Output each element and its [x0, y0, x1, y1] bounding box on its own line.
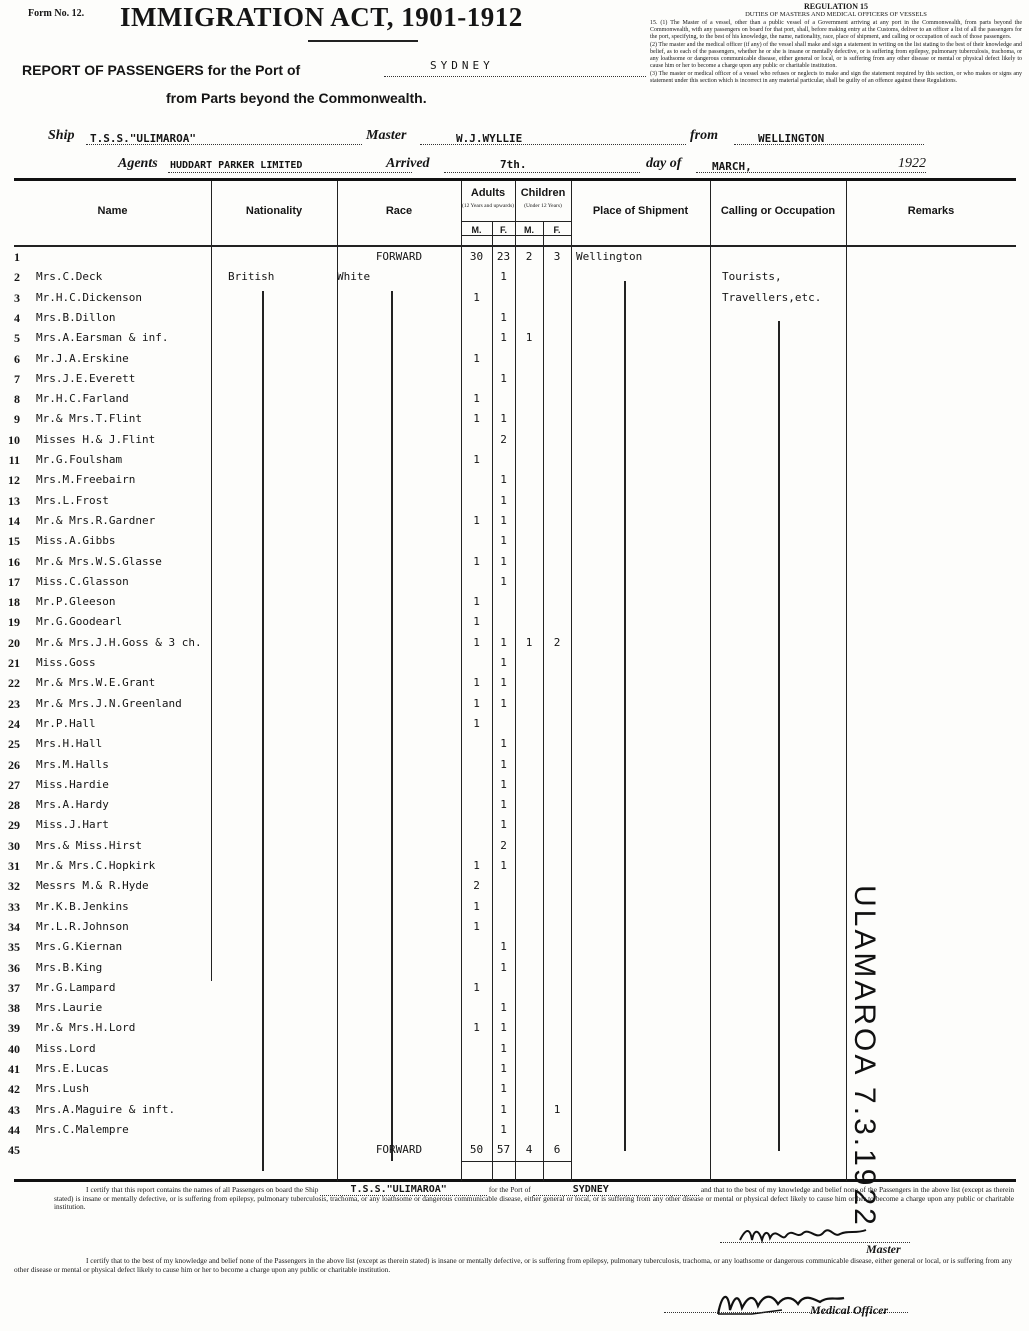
- title-rule: [308, 40, 418, 42]
- table-row: [8, 694, 1016, 714]
- adult-male-count: 1: [473, 554, 480, 568]
- table-row: [8, 755, 1016, 775]
- adult-female-count: 1: [500, 1021, 507, 1035]
- row-number: 24: [8, 716, 20, 731]
- port-value: SYDNEY: [430, 59, 494, 72]
- row-number: 28: [8, 798, 20, 813]
- master-certification: [54, 1186, 1014, 1212]
- regulation-paragraph-1: 15. (1) The Master of a vessel, other than a public vessel of a Government arriving at any port in the Commonwealth, from parts beyond the Commonwealth, with any passengers on board for that port, shall, before making entry at the Customs, deliver to an officer a list of all the passengers for the port, specifying, to the best of his knowledge, the name, nationality, race, place of shipment, and calling or occupation of each of those passengers.: [650, 20, 1022, 40]
- column-header-remarks: Remarks: [907, 205, 955, 217]
- row-number: 6: [14, 351, 20, 366]
- table-row: [8, 673, 1016, 693]
- child-female-count: 1: [553, 1102, 561, 1116]
- master-label: Master: [366, 128, 407, 143]
- adult-female-count: 1: [500, 635, 507, 649]
- cert1-port: SYDNEY: [533, 1184, 699, 1196]
- table-row: [8, 612, 1016, 632]
- child-male-count: 1: [525, 331, 533, 345]
- children-age-note: (Under 12 Years): [524, 203, 562, 209]
- adult-male-count: 30: [469, 250, 484, 263]
- table-row: [8, 491, 1016, 511]
- row-number: 25: [8, 737, 20, 752]
- adult-female-count: 1: [500, 534, 507, 548]
- row-number: 15: [8, 534, 20, 549]
- master-signature: [736, 1220, 876, 1250]
- column-header-children: Children: [520, 187, 566, 199]
- column-header-place-of-shipment: Place of Shipment: [592, 205, 689, 217]
- master-value: W.J.WYLLIE: [456, 132, 523, 145]
- row-number: 19: [8, 615, 20, 630]
- passenger-name: Mrs.A.Hardy: [36, 798, 109, 812]
- passenger-name: Misses H.& J.Flint: [36, 432, 156, 446]
- passenger-name: Mr.& Mrs.H.Lord: [36, 1021, 136, 1035]
- table-row: [8, 430, 1016, 450]
- passenger-name: Mr.K.B.Jenkins: [36, 899, 129, 913]
- passenger-name: Mrs.G.Kiernan: [36, 940, 123, 954]
- adult-female-count: 1: [500, 554, 507, 568]
- table-row: [14, 349, 1016, 369]
- table-row: [8, 470, 1016, 490]
- ship-value: T.S.S."ULIMAROA": [90, 132, 196, 145]
- adult-male-count: 1: [473, 392, 480, 406]
- passenger-name: Mr.& Mrs.W.S.Glasse: [36, 554, 162, 568]
- passenger-name: Mrs.C.Deck: [36, 270, 103, 284]
- master-label-sign: Master: [866, 1242, 901, 1256]
- passenger-name: Miss.Goss: [36, 656, 96, 669]
- header-rule: [461, 221, 571, 222]
- table-row: [14, 267, 1016, 287]
- passenger-name: Mr.G.Lampard: [36, 980, 116, 994]
- row-number: 41: [8, 1062, 20, 1076]
- row-number: 7: [14, 371, 20, 386]
- passenger-name: Mrs.A.Maguire & inft.: [36, 1102, 176, 1116]
- adult-female-count: 1: [500, 513, 507, 527]
- report-label: REPORT OF PASSENGERS for the Port of: [22, 62, 301, 78]
- passenger-name: Mrs.M.Halls: [36, 757, 109, 771]
- document-title: IMMIGRATION ACT, 1901-1912: [120, 2, 523, 32]
- adult-male-count: 1: [473, 615, 480, 629]
- row-number: 14: [8, 513, 20, 528]
- adult-male-count: 1: [473, 1021, 480, 1035]
- row-number: 29: [8, 818, 20, 833]
- agents-value: HUDDART PARKER LIMITED: [170, 160, 303, 171]
- passenger-name: Mr.& Mrs.C.Hopkirk: [36, 859, 156, 872]
- adult-female-count: 1: [500, 696, 507, 710]
- adult-female-count: 23: [496, 250, 511, 263]
- adult-male-count: 1: [473, 513, 480, 527]
- passenger-nationality: British: [228, 270, 275, 284]
- cert1-port-label: for the Port of: [488, 1185, 531, 1194]
- ship-date-stamp: [843, 885, 883, 1228]
- row-number: 10: [8, 432, 20, 447]
- row-number: 18: [8, 595, 20, 610]
- row-number: 30: [8, 838, 20, 853]
- row-number: 3: [14, 290, 20, 305]
- month-value: MARCH,: [712, 160, 752, 173]
- adult-female-count: 2: [500, 838, 507, 852]
- row-number: 44: [8, 1122, 20, 1137]
- passenger-name: Miss.A.Gibbs: [36, 534, 116, 548]
- passenger-name: Mrs.M.Freebairn: [36, 473, 136, 487]
- row-number: 17: [8, 574, 20, 589]
- row-number: 8: [14, 392, 20, 407]
- parts-label: from Parts beyond the Commonwealth.: [166, 90, 427, 106]
- header-rule: [461, 235, 571, 236]
- column-header-race: Race: [385, 205, 413, 217]
- place-of-shipment: Wellington: [576, 250, 643, 263]
- row-number: 40: [8, 1041, 20, 1056]
- row-number: 43: [8, 1102, 20, 1117]
- child-female-count: 6: [553, 1143, 561, 1157]
- table-row: [14, 328, 1016, 348]
- row-number: 37: [8, 980, 20, 995]
- table-row: [8, 856, 1016, 876]
- child-female-count: 2: [553, 635, 561, 649]
- adult-female-count: 1: [500, 940, 507, 954]
- adult-female-count: 1: [500, 1122, 507, 1136]
- form-number: Form No. 12.: [28, 8, 85, 19]
- row-number: 39: [8, 1021, 20, 1036]
- row-number: 9: [14, 412, 20, 427]
- adult-male-count: 2: [473, 879, 480, 893]
- table-row: [8, 734, 1016, 754]
- passenger-name: Mr.G.Foulsham: [36, 453, 123, 466]
- row-number: 23: [8, 696, 20, 711]
- adult-male-count: 1: [473, 290, 480, 304]
- adult-female-count: 1: [500, 757, 507, 771]
- adult-male-count: 50: [469, 1143, 484, 1157]
- passenger-name: Mr.& Mrs.W.E.Grant: [36, 676, 156, 690]
- table-row: [8, 450, 1016, 470]
- passenger-name: Mrs.H.Hall: [36, 737, 103, 751]
- column-header-name: Name: [97, 205, 128, 217]
- passenger-name: Mrs.Laurie: [36, 1001, 103, 1015]
- passenger-name: Mr.& Mrs.T.Flint: [36, 412, 142, 426]
- row-number: 45: [8, 1143, 20, 1158]
- table-row: [14, 369, 1016, 389]
- row-number: 38: [8, 1001, 20, 1016]
- passenger-name: Mrs.B.Dillon: [36, 310, 116, 324]
- passenger-name: Miss.Hardie: [36, 777, 109, 791]
- regulation-paragraph-2: (2) The master and the medical officer (if any) of the vessel shall make and sign a statement in writing on the list stating to the best of their knowledge and belief, as to each of the passengers, whether he or she is insane or mentally defective, or is suffering from epilepsy, pulmonary tuberculosis, trachoma, or any loathsome or dangerous communicable disease, either general or local, or is suffering from any other disease or mental or physical defect likely to cause him or her to become a charge upon any public or charitable institution.: [650, 42, 1022, 69]
- child-female-count: 3: [553, 250, 561, 263]
- adult-female-count: 2: [500, 432, 507, 446]
- passenger-name: Mr.H.C.Dickenson: [36, 290, 142, 304]
- table-row: [8, 592, 1016, 612]
- table-row: [8, 531, 1016, 551]
- passenger-name: Mr.P.Gleeson: [36, 595, 116, 609]
- adult-female-count: 57: [496, 1143, 511, 1157]
- from-value: WELLINGTON: [758, 132, 825, 145]
- passenger-name: Mrs.C.Malempre: [36, 1122, 129, 1136]
- column-header-calling: Calling or Occupation: [720, 205, 836, 217]
- table-row: [8, 815, 1016, 835]
- adult-female-count: 1: [500, 270, 507, 284]
- row-number: 11: [8, 453, 20, 467]
- row-number: 20: [8, 635, 20, 650]
- cert1-ship: T.S.S."ULIMAROA": [320, 1184, 486, 1196]
- calling-occupation: Travellers,etc.: [722, 290, 822, 304]
- table-row: [8, 836, 1016, 856]
- stamp-text: ULAMAROA 7.3.1922: [848, 885, 881, 1228]
- table-row: [8, 795, 1016, 815]
- adult-female-count: 1: [500, 574, 507, 588]
- column-header-adults: Adults: [470, 187, 506, 199]
- table-row: [8, 552, 1016, 572]
- passenger-name: Mrs.J.E.Everett: [36, 371, 136, 385]
- passenger-name: Messrs M.& R.Hyde: [36, 879, 149, 893]
- row-number: 22: [8, 676, 20, 691]
- passenger-name: Mr.& Mrs.J.N.Greenland: [36, 696, 182, 710]
- adult-female-count: 1: [500, 960, 507, 974]
- row-number: 26: [8, 757, 20, 772]
- adult-male-count: 1: [473, 676, 480, 690]
- day-of-label: day of: [646, 156, 682, 171]
- adult-female-count: 1: [500, 1082, 507, 1096]
- child-male-count: 2: [525, 250, 533, 263]
- passenger-name: Mrs.B.King: [36, 960, 103, 974]
- row-number: 5: [14, 331, 20, 346]
- table-row: [8, 511, 1016, 531]
- adult-male-count: 1: [473, 351, 480, 365]
- child-male-count: 1: [525, 635, 533, 649]
- passenger-name: Mrs.Lush: [36, 1082, 89, 1096]
- adults-age-note: (12 Years and upwards): [462, 203, 514, 209]
- adult-male-count: 1: [473, 412, 480, 426]
- adult-female-count: 1: [500, 1062, 507, 1075]
- row-number: 32: [8, 879, 20, 894]
- row-number: 13: [8, 493, 20, 508]
- passenger-name: Mr.H.C.Farland: [36, 392, 129, 406]
- passenger-name: Mrs.L.Frost: [36, 493, 109, 507]
- adult-female-count: 1: [500, 818, 507, 832]
- adult-female-count: 1: [500, 1041, 507, 1055]
- arrived-day: 7th.: [500, 158, 527, 171]
- regulation-paragraph-3: (3) The master or medical officer of a vessel who refuses or neglects to make and sign the statement required by this section, or who makes or signs any statement under this section which is incorrect in any material particular, shall be guilty of an offence against these Regulations.: [650, 71, 1022, 84]
- passenger-name: Miss.C.Glasson: [36, 574, 129, 588]
- year-value: 1922: [898, 156, 926, 171]
- master-signature-scribble: [736, 1220, 876, 1250]
- total-rule: [461, 1161, 571, 1162]
- row-number: 35: [8, 940, 20, 955]
- adult-female-count: 1: [500, 473, 507, 487]
- table-row: [8, 653, 1016, 673]
- row-number: 34: [8, 919, 20, 934]
- adult-female-count: 1: [500, 371, 507, 385]
- port-field-line: [384, 76, 646, 77]
- adult-female-count: 1: [500, 777, 507, 791]
- adult-female-count: 1: [500, 737, 507, 751]
- adult-male-count: 1: [473, 595, 480, 609]
- passenger-name: Mr.G.Goodearl: [36, 615, 123, 629]
- cert2-body: I certify that to the best of my knowledge and belief none of the Passengers in the above list (except as therein stated) is insane or mentally defective, or is suffering from epilepsy, pulmonary tuberculosis, trachoma, or any loathsome or dangerous communicable disease, either general or local, or is suffering from any other disease or mental or physical defect likely to cause him or her to become a charge upon any public or charitable institution.: [14, 1256, 1012, 1274]
- calling-occupation: Tourists,: [722, 270, 782, 284]
- adult-male-count: 1: [473, 716, 480, 730]
- adult-male-count: 1: [473, 919, 480, 933]
- passenger-name: Mr.& Mrs.R.Gardner: [36, 513, 156, 527]
- arrived-field-line: [444, 172, 640, 173]
- row-number: 16: [8, 554, 20, 569]
- adult-male-count: 1: [473, 980, 480, 994]
- table-row: [14, 288, 1016, 308]
- row-number: 27: [8, 777, 20, 792]
- column-header-nationality: Nationality: [245, 205, 303, 217]
- table-row: [14, 247, 1016, 267]
- child-male-count: 4: [525, 1143, 533, 1157]
- table-row: [8, 775, 1016, 795]
- medical-certification: [14, 1257, 1012, 1274]
- adult-female-count: 1: [500, 493, 507, 507]
- adult-male-count: 1: [473, 635, 480, 649]
- ship-label: Ship: [48, 128, 75, 143]
- row-number: 4: [14, 310, 20, 325]
- passenger-name: Mr.L.R.Johnson: [36, 919, 129, 933]
- table-row: [8, 633, 1016, 653]
- row-number: 42: [8, 1082, 20, 1097]
- subheader-adult-male: M.: [471, 225, 482, 235]
- cert1-lead: I certify that this report contains the names of all Passengers on board the Ship: [86, 1185, 319, 1194]
- adult-female-count: 1: [500, 331, 507, 345]
- passenger-name: Mrs.A.Earsman & inf.: [36, 331, 169, 345]
- adult-female-count: 1: [500, 1102, 507, 1116]
- adult-male-count: 1: [473, 899, 480, 913]
- arrived-label: Arrived: [386, 156, 430, 171]
- from-label: from: [690, 128, 718, 143]
- adult-male-count: 1: [473, 696, 480, 710]
- table-row: [8, 572, 1016, 592]
- passenger-name: Miss.J.Hart: [36, 818, 109, 832]
- adult-female-count: 1: [500, 656, 507, 669]
- adult-male-count: 1: [473, 859, 480, 872]
- row-number: 21: [8, 656, 20, 670]
- passenger-race: White: [337, 270, 371, 284]
- subheader-child-female: F.: [553, 225, 561, 235]
- passenger-name: Mrs.& Miss.Hirst: [36, 838, 142, 852]
- table-row: [14, 308, 1016, 328]
- passenger-name: Mr.& Mrs.J.H.Goss & 3 ch.: [36, 635, 202, 649]
- passenger-name: Mr.J.A.Erskine: [36, 351, 129, 365]
- adult-female-count: 1: [500, 310, 507, 324]
- adult-female-count: 1: [500, 412, 507, 426]
- table-row: [8, 714, 1016, 734]
- medical-officer-label: Medical Officer: [810, 1303, 889, 1317]
- adult-female-count: 1: [500, 798, 507, 812]
- subheader-child-male: M.: [524, 225, 534, 235]
- row-number: 36: [8, 960, 20, 975]
- row-number: 33: [8, 899, 20, 914]
- row-number: 2: [14, 270, 20, 285]
- passenger-race: FORWARD: [375, 250, 423, 263]
- adult-female-count: 1: [500, 676, 507, 690]
- passenger-name: Miss.Lord: [36, 1041, 96, 1055]
- passenger-race: FORWARD: [375, 1143, 423, 1157]
- regulation-title: REGULATION 15: [803, 2, 869, 11]
- passenger-name: Mrs.E.Lucas: [36, 1062, 109, 1075]
- agents-field-line: [168, 172, 412, 173]
- row-number: 12: [8, 473, 20, 488]
- cert1-body: and that to the best of my knowledge and belief none of the Passengers in the above list (except as therein stated) is insane or mentally defective, or is suffering from epilepsy, pulmonary tuberculosis, trachoma, or any loathsome or dangerous communicable disease, either general or local, or is suffering from any other disease or mental or physical defect likely to cause him or her to become a charge upon any public or charitable institution.: [54, 1185, 1015, 1211]
- adult-female-count: 1: [500, 859, 507, 872]
- regulation-box: [650, 2, 1022, 140]
- regulation-subtitle: DUTIES OF MASTERS AND MEDICAL OFFICERS OF VESSELS: [745, 11, 927, 18]
- agents-label: Agents: [118, 156, 158, 171]
- adult-male-count: 1: [473, 453, 480, 466]
- table-row: [14, 389, 1016, 409]
- table-row: [14, 409, 1016, 429]
- adult-female-count: 1: [500, 1001, 507, 1015]
- subheader-adult-female: F.: [499, 225, 507, 235]
- row-number: 1: [14, 250, 20, 264]
- passenger-name: Mr.P.Hall: [36, 716, 96, 730]
- row-number: 31: [8, 859, 20, 873]
